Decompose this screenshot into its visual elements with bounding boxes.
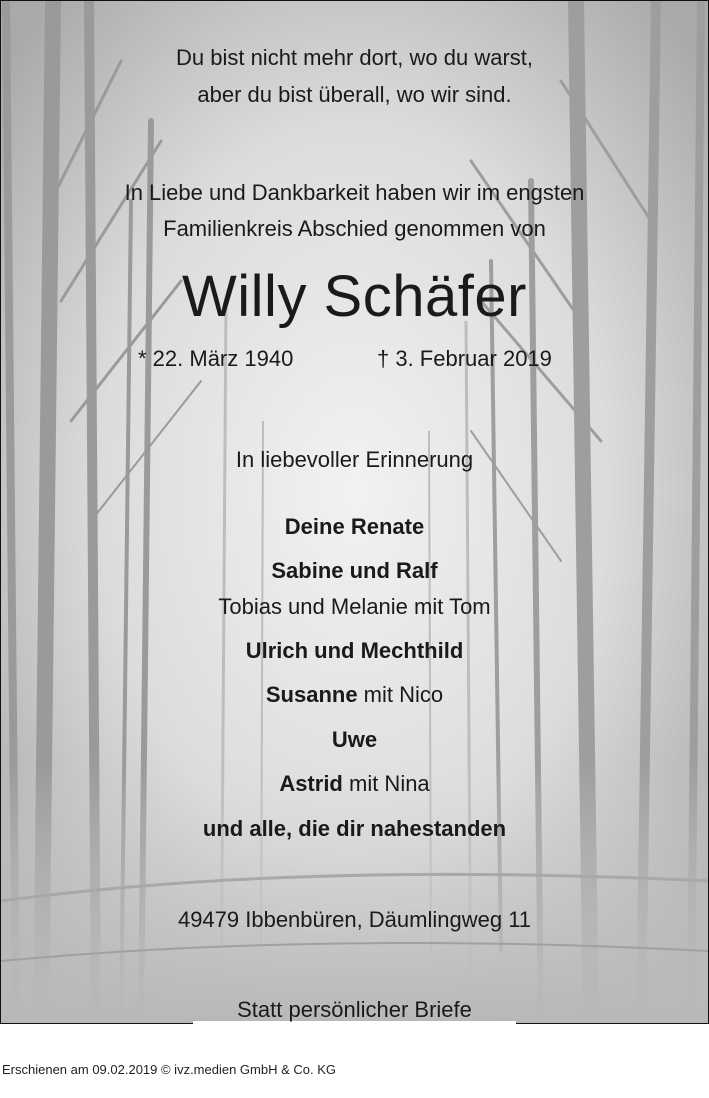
address-line: 49479 Ibbenbüren, Däumlingweg 11 (177, 907, 532, 932)
mourner-line (1, 771, 708, 797)
mourner-normal: mit Nina (342, 771, 430, 796)
mourner-line (1, 594, 708, 620)
mourner-bold: Uwe (331, 727, 378, 752)
mourner-bold: Susanne (265, 682, 358, 707)
notice-text (1, 1, 708, 1023)
mourner-bold: Sabine und Ralf (271, 558, 438, 583)
intro-line-1: In Liebe und Dankbarkeit haben wir im engsten (124, 180, 585, 205)
deceased-name: Willy Schäfer (182, 264, 527, 329)
mourner-line (1, 514, 708, 540)
mourner-line (1, 727, 708, 753)
mourner-bold: und alle, die dir nahestanden (202, 816, 507, 841)
closing-line: Statt persönlicher Briefe (237, 997, 472, 1022)
mourner-normal: Tobias und Melanie mit Tom (218, 594, 491, 619)
intro-line-2: Familienkreis Abschied genommen von (163, 216, 546, 241)
mourner-line (1, 682, 708, 708)
mourner-line (1, 638, 708, 664)
birth-date: * 22. März 1940 (138, 346, 294, 371)
mourner-line (1, 558, 708, 584)
death-date: † 3. Februar 2019 (377, 346, 552, 371)
mourner-bold: Ulrich und Mechthild (245, 638, 464, 663)
remembrance-line: In liebevoller Erinnerung (235, 447, 474, 472)
mourner-line (1, 816, 708, 842)
mourner-bold: Astrid (279, 771, 343, 796)
verse-line-1: Du bist nicht mehr dort, wo du warst, (175, 45, 534, 70)
mourner-normal: mit Nico (357, 682, 444, 707)
publication-footer: Erschienen am 09.02.2019 © ivz.medien GmbH & Co. KG (2, 1062, 337, 1077)
mourner-bold: Deine Renate (284, 514, 425, 539)
verse-line-2: aber du bist überall, wo wir sind. (197, 82, 512, 107)
